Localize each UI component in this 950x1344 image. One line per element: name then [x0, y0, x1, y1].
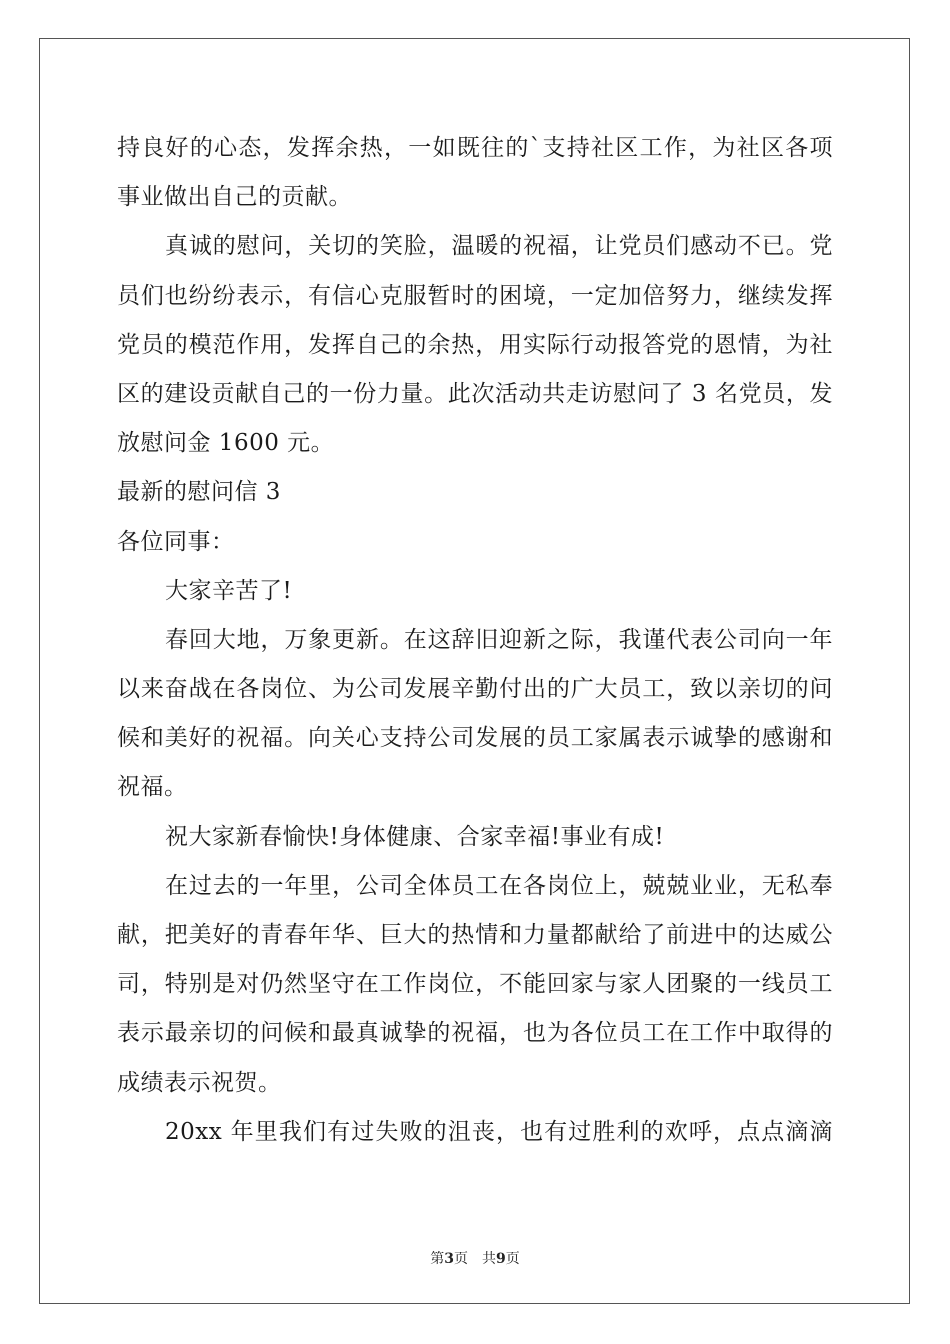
- text-line: 候和美好的祝福。向关心支持公司发展的员工家属表示诚挚的感谢和: [117, 725, 833, 752]
- text-line: 春回大地，万象更新。在这辞旧迎新之际，我谨代表公司向一年: [165, 626, 833, 653]
- text-line: 党员的模范作用，发挥自己的余热，用实际行动报答党的恩情，为社: [117, 331, 833, 358]
- text-line: 以来奋战在各岗位、为公司发展辛勤付出的广大员工，致以亲切的问: [117, 676, 833, 703]
- text-line: 区的建设贡献自己的一份力量。此次活动共走访慰问了 3 名党员，发: [117, 380, 833, 407]
- footer-prefix: 第: [430, 1251, 445, 1267]
- text-line: 真诚的慰问，关切的笑脸，温暖的祝福，让党员们感动不已。党: [165, 233, 833, 260]
- text-line: 放慰问金 1600 元。: [117, 430, 335, 457]
- text-line: 表示最亲切的问候和最真诚挚的祝福，也为各位员工在工作中取得的: [117, 1020, 833, 1047]
- section-heading: 最新的慰问信 3: [117, 479, 281, 506]
- footer-mid: 页 共: [454, 1251, 496, 1267]
- text-line: 祝福。: [117, 774, 188, 801]
- text-line: 20xx 年里我们有过失败的沮丧，也有过胜利的欢呼，点点滴滴: [165, 1118, 833, 1145]
- document-body: [117, 124, 833, 1157]
- text-line: 持良好的心态，发挥余热，一如既往的`支持社区工作，为社区各项: [117, 135, 833, 161]
- text-line: 祝大家新春愉快!身体健康、合家幸福!事业有成!: [165, 823, 665, 850]
- text-line: 成绩表示祝贺。: [117, 1069, 282, 1096]
- text-line: 大家辛苦了!: [165, 577, 293, 604]
- footer-suffix: 页: [505, 1251, 520, 1267]
- current-page-number: 3: [444, 1251, 454, 1267]
- page-footer: [0, 1248, 950, 1268]
- text-line: 献，把美好的青春年华、巨大的热情和力量都献给了前进中的达威公: [117, 922, 833, 948]
- text-line: 在过去的一年里，公司全体员工在各岗位上，兢兢业业，无私奉: [165, 872, 833, 899]
- text-line: 司，特别是对仍然坚守在工作岗位，不能回家与家人团聚的一线员工: [117, 971, 833, 998]
- salutation: 各位同事：: [117, 528, 235, 555]
- text-line: 员们也纷纷表示，有信心克服暂时的困境，一定加倍努力，继续发挥: [117, 282, 833, 309]
- total-page-number: 9: [496, 1251, 506, 1267]
- text-line: 事业做出自己的贡献。: [117, 184, 352, 211]
